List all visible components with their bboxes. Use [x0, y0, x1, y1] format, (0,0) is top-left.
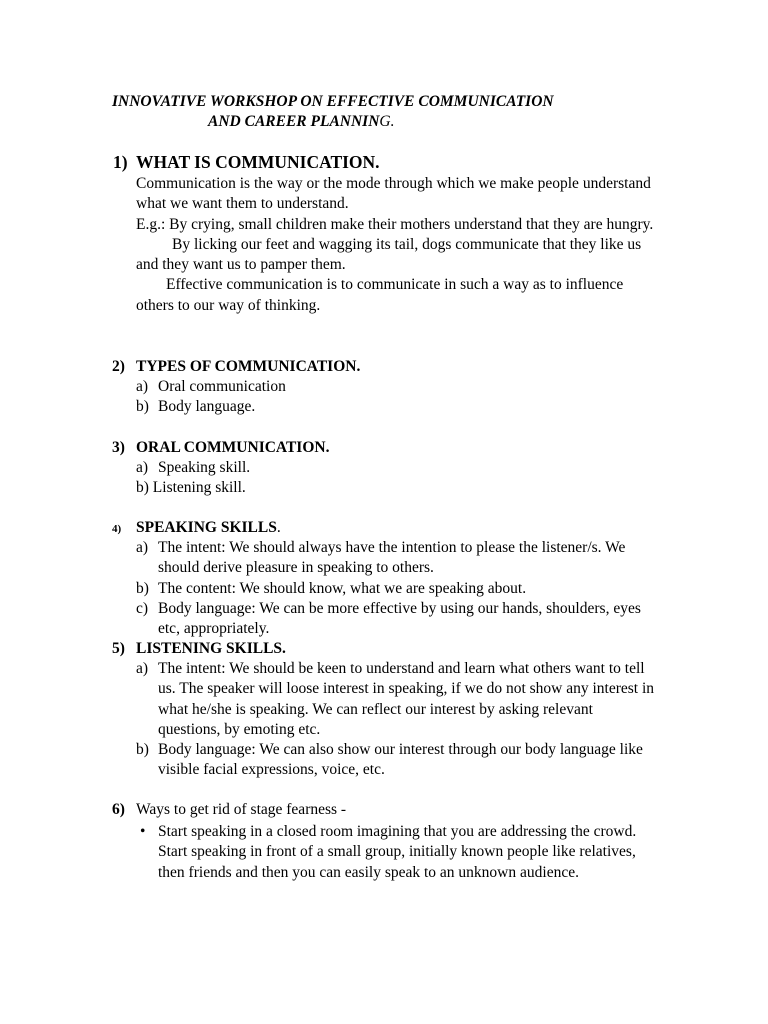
list-item-text: Listening skill.	[152, 479, 246, 497]
list-item-text: Oral communication	[158, 378, 286, 395]
list-marker: a)	[136, 459, 149, 476]
section-title: WHAT IS COMMUNICATION.	[136, 152, 380, 172]
list-item-text: Speaking skill.	[158, 459, 251, 476]
list-item-text: Body language: We can also show our interest through our body language like visible facial expressions, voice, etc.	[158, 741, 643, 779]
section-number: 3)	[112, 439, 125, 456]
list-marker: a)	[136, 660, 149, 677]
section-listening-skills	[0, 639, 768, 781]
section-types-of-communication	[0, 357, 768, 418]
list-item	[0, 579, 658, 599]
list-marker: a)	[136, 378, 149, 395]
list-marker: b)	[136, 398, 149, 416]
section-stage-fearness	[0, 800, 768, 883]
list-item-text: The content: We should know, what we are speaking about.	[158, 579, 527, 597]
section-number: 4)	[112, 523, 122, 535]
list-item	[0, 478, 636, 498]
list-item	[0, 397, 658, 417]
paragraph: Effective communication is to communicate in such a way as to influence others to our way of thinking.	[136, 276, 624, 314]
section-number: 1)	[113, 152, 128, 172]
section-heading	[0, 518, 768, 538]
section-what-is-communication	[0, 152, 768, 316]
section-number: 2)	[112, 358, 125, 375]
list-marker: b)	[136, 741, 149, 759]
document-title	[112, 92, 554, 132]
list-item-text: Body language: We can be more effective by using our hands, shoulders, eyes etc, appropriately.	[158, 599, 641, 638]
list-item	[0, 599, 658, 640]
list-item	[0, 458, 658, 478]
paragraph: Communication is the way or the mode through which we make people understand what we want them to understand.	[136, 175, 651, 213]
section-title: LISTENING SKILLS.	[136, 640, 286, 657]
section-heading	[0, 639, 768, 659]
section-heading	[0, 800, 768, 822]
list-item	[0, 740, 658, 781]
list-item-text: The intent: We should be keen to understand and learn what others want to tell us. The speaker will loose interest in speaking, if we do not show any interest in what he/she is speaking. We can reflect our interest by asking relevant questions, by emoting etc.	[158, 660, 655, 738]
section-speaking-skills	[0, 518, 768, 639]
list-item-text: Body language.	[158, 398, 256, 416]
section-title: ORAL COMMUNICATION.	[136, 439, 330, 456]
title-line-2: AND CAREER PLANNING.	[208, 113, 395, 130]
list-marker: a)	[136, 539, 149, 556]
section-title: Ways to get rid of stage fearness -	[136, 801, 347, 818]
section-heading	[0, 357, 768, 377]
list-item-text: The intent: We should always have the intention to please the listener/s. We should derive pleasure in speaking to others.	[158, 539, 626, 577]
title-line-1: INNOVATIVE WORKSHOP ON EFFECTIVE COMMUNICATION	[112, 93, 554, 110]
list-item	[0, 659, 658, 740]
list-item	[0, 538, 658, 579]
list-item	[0, 377, 658, 397]
section-heading	[0, 438, 768, 458]
section-oral-communication	[0, 438, 768, 499]
list-marker: b)	[136, 579, 149, 597]
list-marker: c)	[136, 599, 149, 617]
paragraph: By licking our feet and wagging its tail, dogs communicate that they like us and they want us to pamper them.	[136, 235, 642, 274]
section-title: SPEAKING SKILLS.	[136, 519, 281, 536]
section-number: 6)	[112, 801, 125, 818]
bullet-item	[0, 822, 658, 883]
section-title: TYPES OF COMMUNICATION.	[136, 358, 361, 375]
list-marker: b)	[136, 479, 149, 497]
section-heading	[0, 152, 768, 174]
bullet-marker: •	[140, 823, 146, 840]
paragraph: E.g.: By crying, small children make their mothers understand that they are hungry.	[136, 215, 654, 233]
bullet-text: Start speaking in a closed room imagining that you are addressing the crowd. Start speaking in front of a small group, initially known people like relatives, then friends and then you can easily speak to an unknown audience.	[158, 823, 637, 881]
section-number: 5)	[112, 640, 125, 657]
